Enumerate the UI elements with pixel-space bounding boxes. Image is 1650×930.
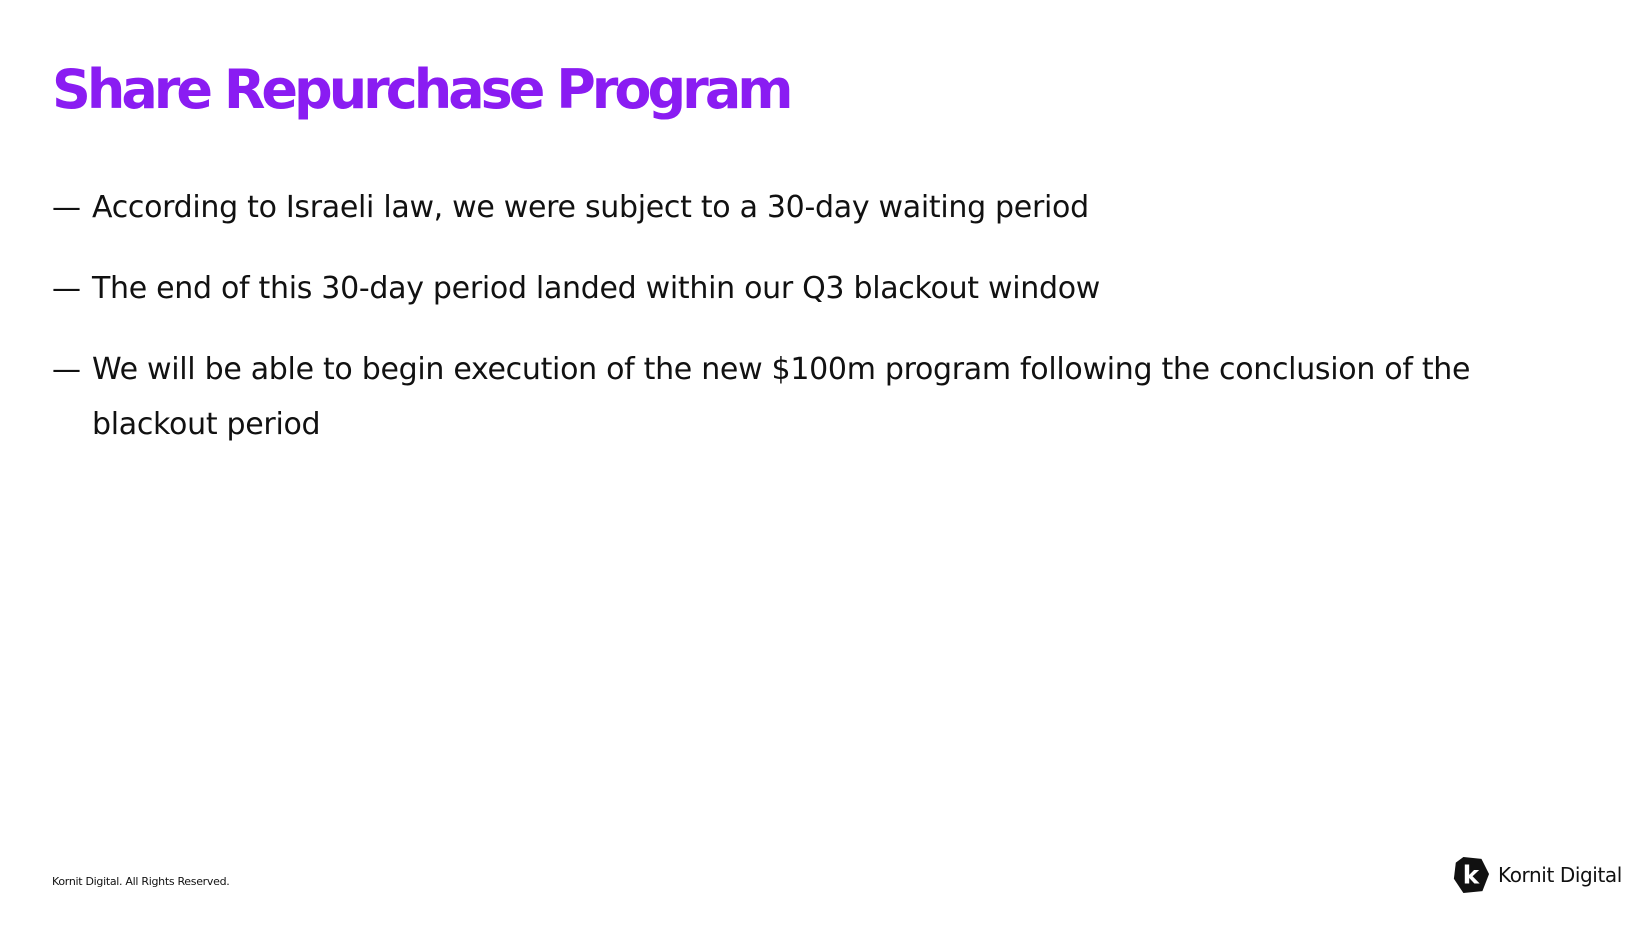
bullet-item <box>52 261 1492 316</box>
bullet-list <box>52 180 1492 478</box>
bullet-dash: — <box>52 271 81 305</box>
bullet-text: We will be able to begin execution of the new $100m program following the conclusion of the blackout period <box>92 352 1471 442</box>
bullet-dash: — <box>52 352 81 386</box>
slide-title: Share Repurchase Program <box>52 58 790 121</box>
company-logo <box>1452 856 1622 894</box>
bullet-text: The end of this 30-day period landed within our Q3 blackout window <box>92 271 1100 306</box>
kornit-logo-icon <box>1452 856 1490 894</box>
copyright-text: Kornit Digital. All Rights Reserved. <box>52 875 230 888</box>
bullet-dash: — <box>52 190 81 224</box>
bullet-item <box>52 342 1492 452</box>
logo-wordmark: Kornit Digital <box>1498 863 1622 887</box>
bullet-text: According to Israeli law, we were subject to a 30-day waiting period <box>92 190 1089 225</box>
bullet-item <box>52 180 1492 235</box>
logo-mark-letter: k <box>1462 860 1480 890</box>
